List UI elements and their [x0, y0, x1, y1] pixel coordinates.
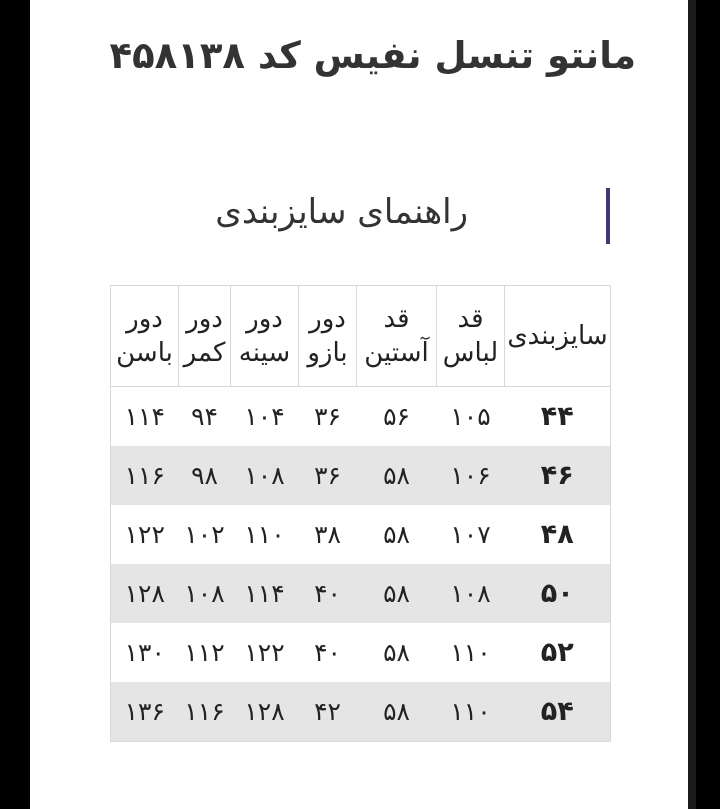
header-hip-circumference: دور باسن: [116, 304, 173, 368]
table-cell: ۱۲۲: [244, 638, 285, 667]
header-chest-circumference: دور سینه: [231, 286, 299, 387]
table-cell: ۵۸: [383, 520, 410, 549]
table-row: [111, 446, 611, 505]
table-row: [111, 682, 611, 742]
product-page: [30, 0, 688, 809]
table-cell: ۱۰۸: [231, 446, 299, 505]
table-cell: ۴۴: [540, 401, 574, 432]
table-cell: ۱۲۸: [231, 682, 299, 742]
table-cell: ۵۸: [357, 682, 437, 742]
table-cell: ۱۱۴: [124, 402, 165, 431]
table-cell: ۴۰: [314, 638, 341, 667]
table-cell: ۱۲۸: [111, 564, 179, 623]
table-cell: ۴۸: [540, 519, 574, 550]
table-row: [111, 387, 611, 447]
table-cell: ۹۴: [191, 402, 218, 431]
table-cell: ۱۱۶: [111, 446, 179, 505]
table-cell: ۱۰۸: [437, 564, 505, 623]
table-cell: ۱۰۶: [437, 446, 505, 505]
table-cell: ۴۲: [299, 682, 357, 742]
table-cell: ۱۱۴: [231, 564, 299, 623]
table-cell: ۱۰۸: [179, 564, 231, 623]
table-cell: ۱۰۵: [450, 402, 491, 431]
window-edge: [688, 0, 696, 809]
table-cell: ۵۰: [505, 564, 611, 623]
table-cell: ۱۲۲: [124, 520, 165, 549]
section-accent-bar: [606, 188, 610, 244]
table-cell: ۵۸: [357, 564, 437, 623]
table-row: [111, 564, 611, 623]
table-cell: ۵۲: [540, 637, 574, 668]
table-cell: ۳۶: [299, 446, 357, 505]
table-cell: ۱۳۶: [111, 682, 179, 742]
header-arm-circumference: دور بازو: [299, 286, 357, 387]
product-title: مانتو تنسل نفیس کد ۴۵۸۱۳۸: [109, 34, 636, 77]
table-cell: ۱۱۰: [450, 638, 491, 667]
table-row: [111, 623, 611, 682]
table-cell: ۴۶: [505, 446, 611, 505]
table-cell: ۱۱۰: [244, 520, 285, 549]
table-cell: ۱۰۷: [450, 520, 491, 549]
table-header-row: [111, 286, 611, 387]
table-cell: ۱۱۶: [179, 682, 231, 742]
table-cell: ۱۱۲: [184, 638, 225, 667]
table-cell: ۵۸: [357, 446, 437, 505]
header-waist-circumference: دور کمر: [179, 286, 231, 387]
size-guide-title: راهنمای سایزبندی: [215, 192, 468, 232]
table-cell: ۵۶: [383, 402, 410, 431]
table-row: [111, 505, 611, 564]
table-cell: ۱۰۴: [244, 402, 285, 431]
size-guide-table: [110, 285, 611, 742]
header-size: سایزبندی: [505, 286, 611, 387]
table-cell: ۳۸: [314, 520, 341, 549]
header-dress-length: قد لباس: [437, 286, 505, 387]
table-cell: ۵۴: [505, 682, 611, 742]
header-sleeve-length: قد آستین: [357, 286, 437, 387]
table-cell: ۵۸: [383, 638, 410, 667]
table-cell: ۳۶: [314, 402, 341, 431]
table-cell: ۴۰: [299, 564, 357, 623]
table-cell: ۹۸: [179, 446, 231, 505]
table-cell: ۱۱۰: [437, 682, 505, 742]
table-cell: ۱۰۲: [184, 520, 225, 549]
table-cell: ۱۳۰: [124, 638, 165, 667]
